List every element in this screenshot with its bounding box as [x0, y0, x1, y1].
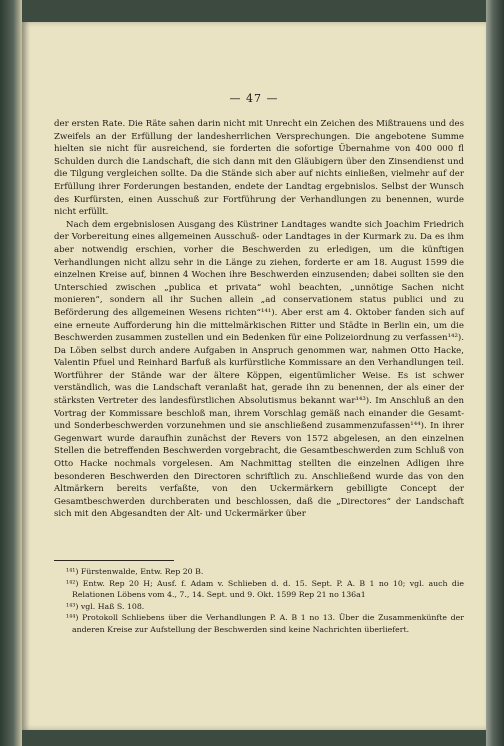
footnote-separator	[54, 560, 174, 561]
paragraph-2: Nach dem ergebnislosen Ausgang des Küstriner Landtages wandte sich Joachim Friedrich der Vorbereitung eines allgemeinen Ausschuß- oder Landtages in der Kurmark zu. Da es ihm aber notwendig erschien, vorher die Beschwerden zu erledigen, um die künftigen Verhandlungen nicht allzu sehr in die Länge zu ziehen, forderte er am 18. August 1599 die einzelnen Kreise auf, binnen 4 Wochen ihre Beschwerden einzusenden; dabei sollten sie den Unterschied zwischen „publica et privata“ wohl beachten, „unnötige Sachen nicht monieren“, sondern all ihr Suchen allein „ad conservationem status publici und zu Beförderung des allgemeinen Wesens richten“¹⁴¹). Aber erst am 4. Oktober fanden sich auf eine erneute Aufforderung hin die mittelmärkischen Ritter und Städte in Berlin ein, um die Beschwerden zusammen zustellen und ein Bedenken für eine Polizeiordnung zu verfassen¹⁴²). Da Löben selbst durch andere Aufgaben in Anspruch genommen war, nahmen Otto Hacke, Valentin Pfuel und Reinhard Barfuß als kurfürstliche Kommissare an den Verhandlungen teil. Wortführer der Stände war der ältere Köppen, eigentümlicher Weise. Es ist schwer verständlich, was die Landschaft veranlaßt hat, gerade ihn zu benennen, der als einer der stärksten Vertreter des landesfürstlichen Absolutismus bekannt war¹⁴³). Im Anschluß an den Vortrag der Kommissare beschloß man, ihrem Vorschlag gemäß nach einander die Gesamt- und Sonderbeschwerden vorzunehmen und sie anschließend zusammenzufassen¹⁴⁴). In ihrer Gegenwart wurde daraufhin zunächst der Revers von 1572 abgelesen, an den einzelnen Stellen die betreffenden Beschwerden vorgebracht, die Gesamtbeschwerden zum Schluß von Otto Hacke nochmals vorgelesen. Am Nachmittag stellten die einzelnen Adligen ihre besonderen Beschwerden den Directoren schriftlich zu. Anschließend wurde das von den Altmärkern bereits verfaßte, von den Uckermärkern gebilligte Concept der Gesamtbeschwerden durchberaten und beschlossen, daß die „Directores“ der Landschaft sich mit den Abgesandten der Alt- und Uckermärker über	[54, 219, 464, 520]
book-page	[22, 22, 486, 730]
page-number: — 47 —	[229, 92, 279, 105]
footnote-144: ¹⁴⁴) Protokoll Schliebens über die Verhandlungen P. A. B 1 no 13. Über die Zusammenkünfte der anderen Kreise zur Aufstellung der Beschwerden sind keine Nachrichten überliefert.	[66, 613, 464, 634]
paragraph-1: der ersten Rate. Die Räte sahen darin nicht mit Unrecht ein Zeichen des Mißtrauens und des Zweifels an der Erfüllung der landesherrlichen Versprechungen. Die angebotene Summe hielten sie nicht für ausreichend, sie forderten die sofortige Übernahme von 400 000 fl Schulden durch die Landschaft, die sich dann mit den Gläubigern über den Zinsendienst und die Tilgung vergleichen sollte. Da die Stände sich aber auf nichts einließen, vielmehr auf der Erfüllung ihrer Forderungen bestanden, endete der Landtag ergebnislos. Selbst der Wunsch des Kurfürsten, einen Ausschuß zur Fortführung der Verhandlungen zu benennen, wurde nicht erfüllt.	[54, 119, 464, 218]
page-binding-shadow	[22, 22, 30, 730]
footnote-141: ¹⁴¹) Fürstenwalde, Entw. Rep 20 B.	[66, 567, 204, 576]
footnote-143: ¹⁴³) vgl. Haß S. 108.	[66, 601, 145, 611]
footnote-142: ¹⁴²) Entw. Rep 20 H; Ausf. f. Adam v. Schlieben d. d. 15. Sept. P. A. B 1 no 10; vgl. auch die Relationen Löbens vom 4., 7., 14. Sept. und 9. Okt. 1599 Rep 21 no 136a1	[66, 578, 464, 600]
book-gutter-left	[0, 0, 22, 746]
body-text	[54, 118, 464, 521]
book-edge-right	[486, 0, 504, 746]
footnotes	[54, 566, 464, 636]
